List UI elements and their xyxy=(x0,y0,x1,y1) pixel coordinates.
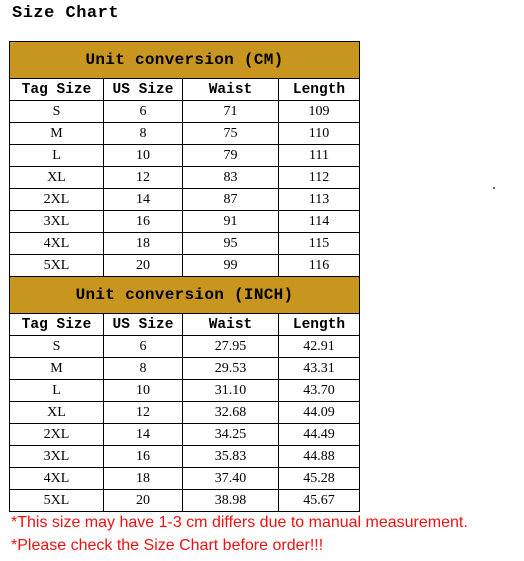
cell-length: 115 xyxy=(279,233,360,255)
size-table-inch xyxy=(9,276,360,512)
cell-waist: 31.10 xyxy=(183,380,279,402)
cell-length: 43.31 xyxy=(279,358,360,380)
cell-length: 45.28 xyxy=(279,468,360,490)
cell-waist: 75 xyxy=(183,123,279,145)
cell-waist: 79 xyxy=(183,145,279,167)
cell-tag-size: L xyxy=(10,380,104,402)
cell-tag-size: 5XL xyxy=(10,255,104,277)
cell-length: 114 xyxy=(279,211,360,233)
table-row xyxy=(10,211,360,233)
column-header-us-size: US Size xyxy=(104,314,183,336)
table-row xyxy=(10,424,360,446)
cell-waist: 83 xyxy=(183,167,279,189)
table-row xyxy=(10,358,360,380)
column-header-waist: Waist xyxy=(183,79,279,101)
cell-waist: 35.83 xyxy=(183,446,279,468)
cell-us-size: 6 xyxy=(104,336,183,358)
column-header-row xyxy=(10,79,360,101)
cell-tag-size: XL xyxy=(10,167,104,189)
cell-us-size: 12 xyxy=(104,402,183,424)
table-row xyxy=(10,189,360,211)
cell-tag-size: 2XL xyxy=(10,189,104,211)
table-row xyxy=(10,380,360,402)
table-row xyxy=(10,167,360,189)
column-header-tag-size: Tag Size xyxy=(10,79,104,101)
cell-length: 45.67 xyxy=(279,490,360,512)
table-row xyxy=(10,468,360,490)
table-row xyxy=(10,402,360,424)
cell-tag-size: M xyxy=(10,358,104,380)
cell-waist: 27.95 xyxy=(183,336,279,358)
cell-tag-size: 3XL xyxy=(10,446,104,468)
cell-length: 44.09 xyxy=(279,402,360,424)
cell-tag-size: S xyxy=(10,101,104,123)
column-header-waist: Waist xyxy=(183,314,279,336)
table-row xyxy=(10,336,360,358)
cell-us-size: 20 xyxy=(104,490,183,512)
column-header-us-size: US Size xyxy=(104,79,183,101)
cell-waist: 38.98 xyxy=(183,490,279,512)
column-header-tag-size: Tag Size xyxy=(10,314,104,336)
cell-us-size: 8 xyxy=(104,123,183,145)
cell-length: 111 xyxy=(279,145,360,167)
cell-us-size: 12 xyxy=(104,167,183,189)
column-header-length: Length xyxy=(279,79,360,101)
cell-tag-size: S xyxy=(10,336,104,358)
table-heading-inch: Unit conversion (INCH) xyxy=(10,277,360,314)
cell-waist: 87 xyxy=(183,189,279,211)
cell-tag-size: 2XL xyxy=(10,424,104,446)
cell-length: 42.91 xyxy=(279,336,360,358)
cell-length: 44.88 xyxy=(279,446,360,468)
cell-length: 110 xyxy=(279,123,360,145)
cell-waist: 37.40 xyxy=(183,468,279,490)
cell-us-size: 6 xyxy=(104,101,183,123)
cell-length: 44.49 xyxy=(279,424,360,446)
cell-us-size: 8 xyxy=(104,358,183,380)
cell-tag-size: L xyxy=(10,145,104,167)
cell-us-size: 20 xyxy=(104,255,183,277)
cell-tag-size: M xyxy=(10,123,104,145)
cell-us-size: 10 xyxy=(104,380,183,402)
cell-tag-size: 4XL xyxy=(10,233,104,255)
table-row xyxy=(10,255,360,277)
cell-waist: 29.53 xyxy=(183,358,279,380)
table-row xyxy=(10,233,360,255)
cell-us-size: 18 xyxy=(104,233,183,255)
cell-tag-size: 5XL xyxy=(10,490,104,512)
table-row xyxy=(10,145,360,167)
cell-us-size: 14 xyxy=(104,189,183,211)
cell-waist: 32.68 xyxy=(183,402,279,424)
cell-length: 116 xyxy=(279,255,360,277)
stray-mark xyxy=(493,187,495,189)
cell-us-size: 10 xyxy=(104,145,183,167)
table-row xyxy=(10,490,360,512)
cell-length: 109 xyxy=(279,101,360,123)
size-table-cm xyxy=(9,41,360,277)
measurement-note: *This size may have 1-3 cm differs due to manual measurement. xyxy=(11,514,468,531)
cell-tag-size: 4XL xyxy=(10,468,104,490)
cell-length: 112 xyxy=(279,167,360,189)
column-header-length: Length xyxy=(279,314,360,336)
cell-us-size: 18 xyxy=(104,468,183,490)
cell-waist: 91 xyxy=(183,211,279,233)
cell-length: 113 xyxy=(279,189,360,211)
cell-waist: 71 xyxy=(183,101,279,123)
cell-us-size: 14 xyxy=(104,424,183,446)
page-title: Size Chart xyxy=(12,4,120,23)
table-row xyxy=(10,101,360,123)
cell-us-size: 16 xyxy=(104,211,183,233)
check-chart-note: *Please check the Size Chart before order!!! xyxy=(11,537,324,554)
cell-waist: 34.25 xyxy=(183,424,279,446)
cell-waist: 95 xyxy=(183,233,279,255)
cell-tag-size: XL xyxy=(10,402,104,424)
table-row xyxy=(10,123,360,145)
column-header-row xyxy=(10,314,360,336)
table-heading-cm: Unit conversion (CM) xyxy=(10,42,360,79)
table-row xyxy=(10,446,360,468)
cell-tag-size: 3XL xyxy=(10,211,104,233)
cell-waist: 99 xyxy=(183,255,279,277)
cell-length: 43.70 xyxy=(279,380,360,402)
cell-us-size: 16 xyxy=(104,446,183,468)
